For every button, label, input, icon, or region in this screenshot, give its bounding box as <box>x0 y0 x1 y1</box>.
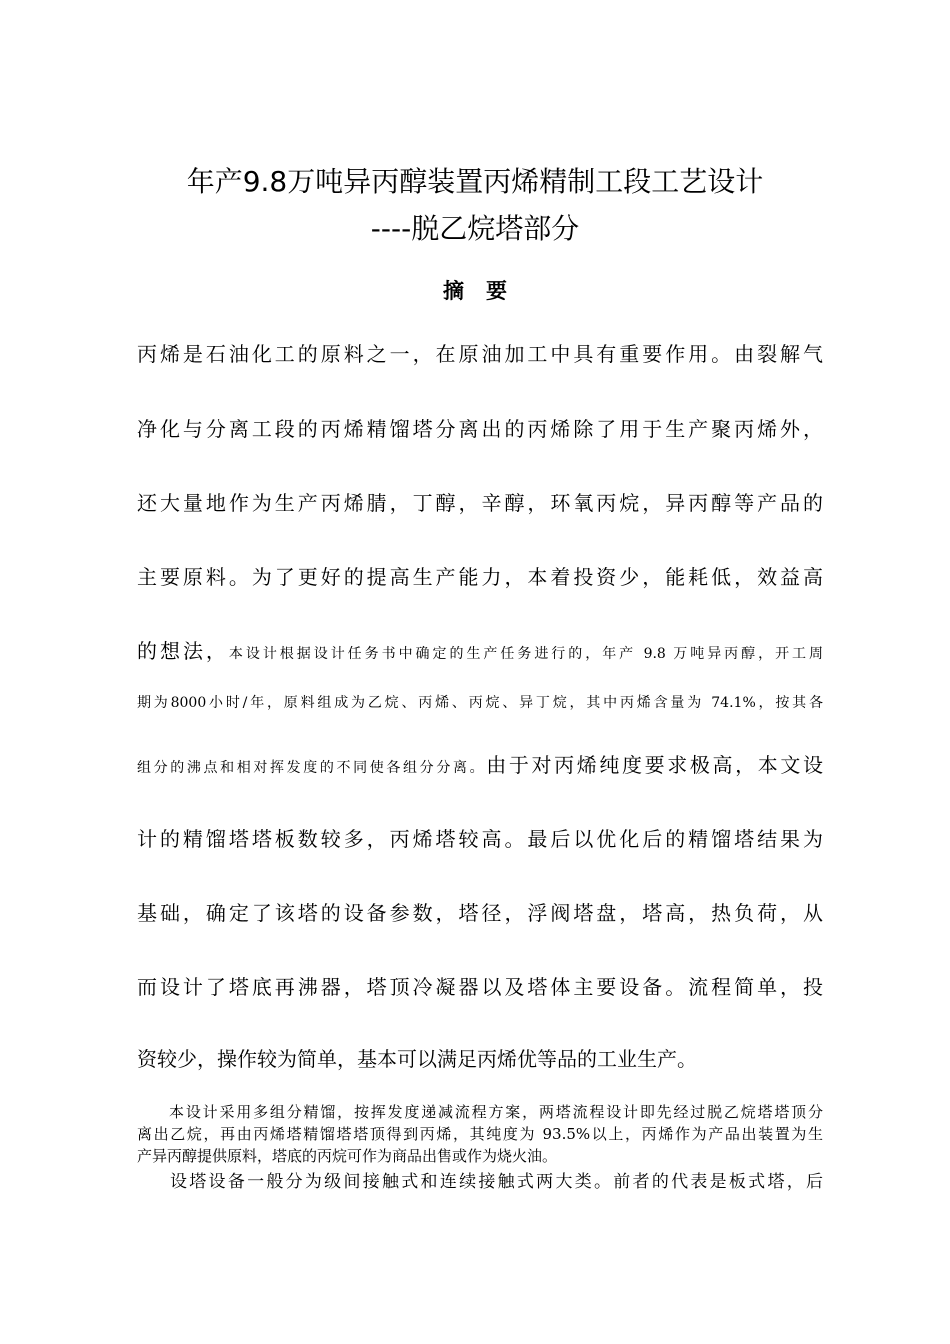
abstract-mixed-big: 的想法， <box>137 639 229 663</box>
abstract-line: 基础，确定了该塔的设备参数，塔径，浮阀塔盘，塔高，热负荷，从 <box>137 901 823 925</box>
abstract-line: 资较少，操作较为简单，基本可以满足丙烯优等品的工业生产。 <box>137 1047 697 1071</box>
paragraph-line: 离出乙烷，再由丙烯塔精馏塔塔顶得到丙烯，其纯度为 93.5%以上，丙烯作为产品出装置为生 <box>137 1125 823 1143</box>
abstract-small-line <box>137 687 823 718</box>
body-paragraph <box>137 1101 823 1167</box>
abstract-line: 主要原料。为了更好的提高生产能力，本着投资少，能耗低，效益高 <box>137 565 823 589</box>
abstract-line: 而设计了塔底再沸器，塔顶冷凝器以及塔体主要设备。流程简单，投 <box>137 975 823 999</box>
abstract-mixed-small: 本设计根据设计任务书中确定的生产任务进行的，年产 9.8 万吨异丙醇，开工周 <box>228 646 824 662</box>
paragraph-line: 产异丙醇提供原料，塔底的丙烷可作为商品出售或作为烧火油。 <box>137 1147 558 1165</box>
abstract-mixed-line <box>137 636 823 669</box>
abstract-heading: 摘要 <box>443 279 529 303</box>
title-line-1: 年产9.8万吨异丙醇装置丙烯精制工段工艺设计 <box>186 165 764 198</box>
abstract-line: 还大量地作为生产丙烯腈，丁醇，辛醇，环氧丙烷，异丙醇等产品的 <box>137 491 823 515</box>
abstract-small-text: 期为8000小时/年，原料组成为乙烷、丙烯、丙烷、异丁烷，其中丙烯含量为 74.1%，按其各 <box>137 695 823 711</box>
abstract-mixed-small: 组分的沸点和相对挥发度的不同使各组分分离。 <box>137 760 487 776</box>
abstract-line: 丙烯是石油化工的原料之一，在原油加工中具有重要作用。由裂解气 <box>137 342 823 366</box>
abstract-line: 计的精馏塔塔板数较多，丙烯塔较高。最后以优化后的精馏塔结果为 <box>137 827 823 851</box>
abstract-mixed-line <box>137 750 823 783</box>
paragraph-line: 本设计采用多组分精馏，按挥发度递减流程方案，两塔流程设计即先经过脱乙烷塔塔顶分 <box>169 1103 823 1121</box>
abstract-line: 净化与分离工段的丙烯精馏塔分离出的丙烯除了用于生产聚丙烯外， <box>137 417 823 441</box>
abstract-mixed-big: 由于对丙烯纯度要求极高，本文设 <box>486 753 824 777</box>
title-line-2: ----脱乙烷塔部分 <box>370 212 580 245</box>
body-paragraph-line: 设塔设备一般分为级间接触式和连续接触式两大类。前者的代表是板式塔，后 <box>170 1172 823 1192</box>
